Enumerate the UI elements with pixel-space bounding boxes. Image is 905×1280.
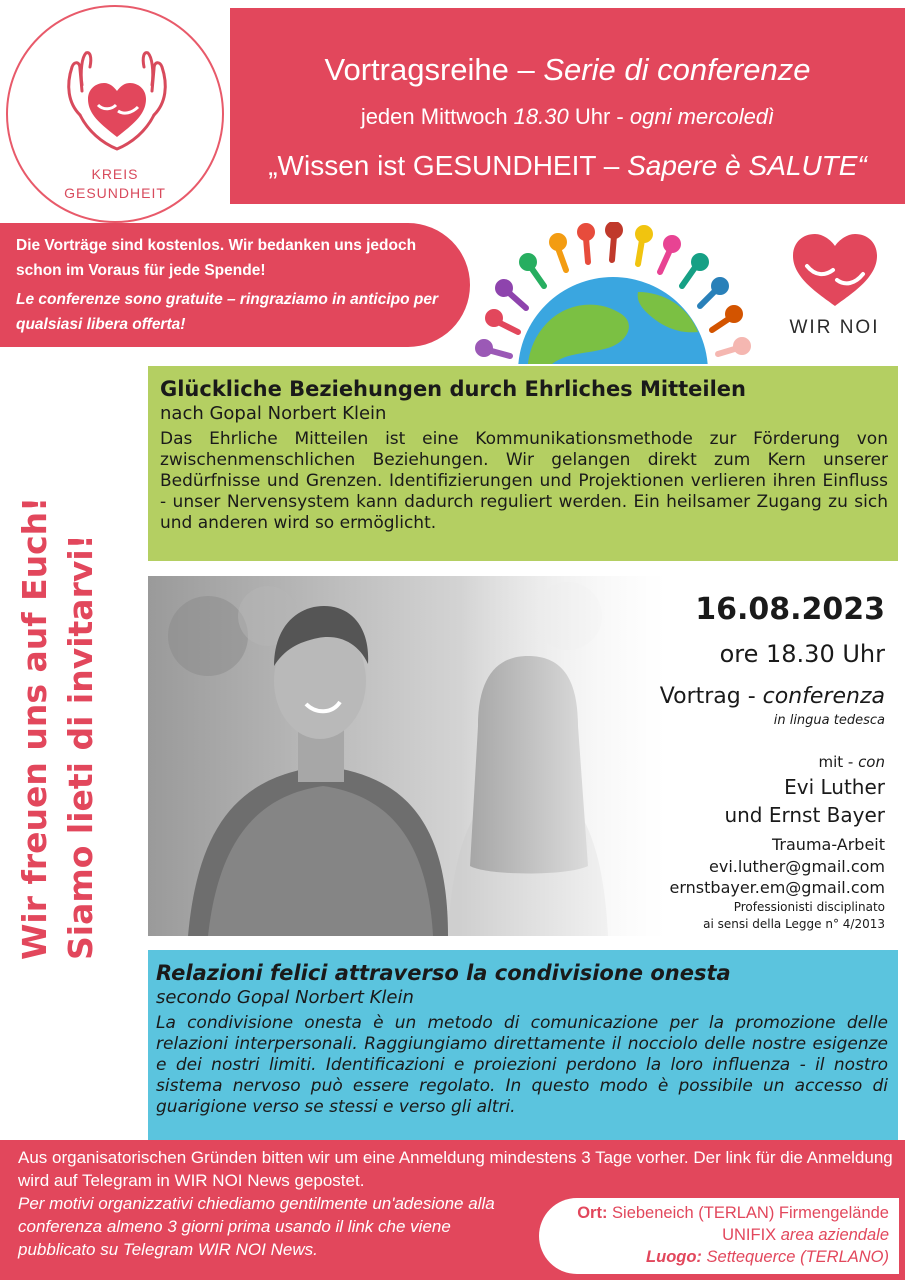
notice-it: Le conferenze sono gratuite – ringraziamo in anticipo per qualsiasi libera offerta! [16,291,439,333]
location-box [539,1198,899,1274]
legal-note-1: Professionisti disciplinato [733,900,885,914]
event-with: mit - con [818,753,885,771]
event-date: 16.08.2023 [695,592,885,627]
event-topic: Trauma-Arbeit [772,835,885,854]
german-title: Glückliche Beziehungen durch Ehrliches Mitteilen [160,377,747,401]
couple-photo [148,576,668,936]
german-subtitle: nach Gopal Norbert Klein [160,403,387,424]
kreis-gesundheit-logo [6,5,224,223]
header-banner [230,8,905,204]
event-time: ore 18.30 Uhr [719,640,885,668]
globe-people-icon [468,222,758,364]
logo-line-1: KREIS [91,166,139,182]
speaker-1: Evi Luther [784,775,885,799]
motto-line: „Wissen ist GESUNDHEIT – Sapere è SALUTE“ [268,150,867,181]
event-type: Vortrag - conferenza [659,684,885,709]
email-2[interactable]: ernstbayer.em@gmail.com [669,878,885,897]
italian-body: La condivisione onesta è un metodo di comunicazione per la promozione delle relazioni interpersonali. Raggiungiamo direttamente il nocciolo delle nostre esigenze e dei nostri limiti. Identificazioni e proiezioni perdono la loro influenza - il nostro sistema nervoso può essere regolato. In questo modo è possibile un accesso di guarigione verso se stessi e verso gli altri. [156,1013,888,1117]
hands-heart-icon [58,45,176,153]
italian-title: Relazioni felici attraverso la condivisione onesta [156,961,731,985]
side-slogan [12,497,104,960]
free-admission-notice [0,223,470,347]
heart-hug-icon [789,232,881,308]
italian-subtitle: secondo Gopal Norbert Klein [156,987,414,1008]
event-details [605,590,885,932]
series-title: Vortragsreihe – Serie di conferenze [324,52,811,87]
email-1[interactable]: evi.luther@gmail.com [709,857,885,876]
side-slogan-de: Wir freuen uns auf Euch! [15,496,54,960]
wir-noi-logo [782,232,887,339]
logo-line-2: GESUNDHEIT [64,185,166,201]
event-language: in lingua tedesca [773,713,885,728]
brand-name: WIR NOI [789,317,880,338]
registration-de: Aus organisatorischen Gründen bitten wir um eine Anmeldung mindestens 3 Tage vorher. Der link für die Anmeldung wird auf Telegram in WIR NOI News gepostet. [18,1148,893,1190]
german-body: Das Ehrliche Mitteilen ist eine Kommunikationsmethode zur Förderung von zwischenmenschlichen Beziehungen. Wir gelangen direkt zum Kern unserer Bedürfnisse und Grenzen. Identifizierungen und Projektionen verlieren ihren Einfluss - unser Nervensystem kann dadurch reguliert werden. Ein heilsamer Zugang zu sich und anderen wird so ermöglicht. [160,429,888,533]
speaker-2: und Ernst Bayer [724,803,885,827]
location-de: Ort: Siebeneich (TERLAN) Firmengelände UNIFIX area aziendale [577,1204,889,1244]
german-description-box [148,366,898,561]
registration-it: Per motivi organizzativi chiediamo gentilmente un'adesione alla conferenza almeno 3 giorni prima usando il link che viene pubblicato su Telegram WIR NOI News. [18,1194,495,1259]
legal-note-2: ai sensi della Legge n° 4/2013 [703,917,885,931]
side-slogan-it: Siamo lieti di invitarvi! [61,534,100,960]
italian-description-box [148,950,898,1140]
location-it: Luogo: Settequerce (TERLANO) [646,1248,889,1266]
schedule-line: jeden Mittwoch 18.30 Uhr - ogni mercoledì [360,104,775,129]
notice-de: Die Vorträge sind kostenlos. Wir bedanken uns jedoch schon im Voraus für jede Spende! [16,237,417,279]
